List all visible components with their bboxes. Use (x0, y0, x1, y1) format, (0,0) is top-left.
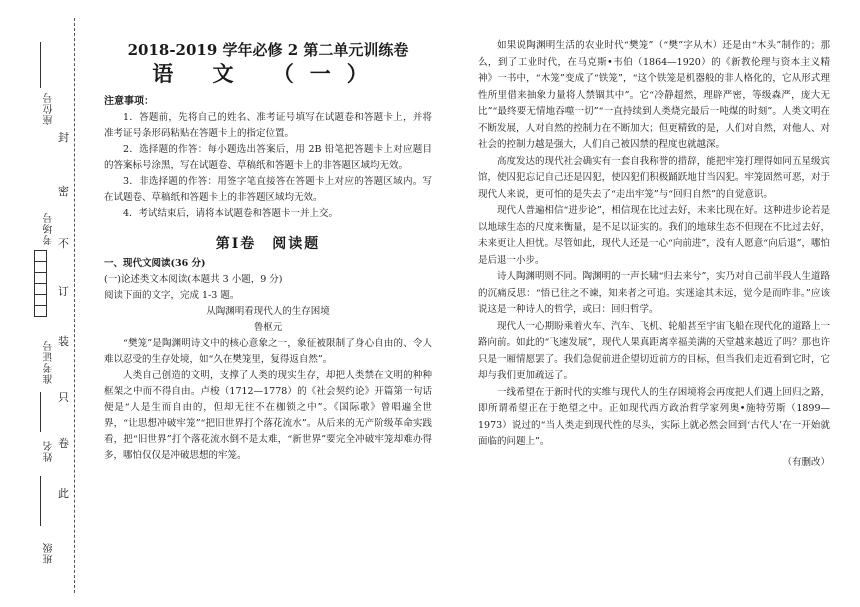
subsection-heading: (一)论述类文本阅读(本题共 3 小题，9 分) (104, 274, 283, 285)
part-heading: 第Ⅰ卷 阅读题 (215, 236, 321, 252)
edit-note: （有删改） (782, 456, 830, 468)
article-paragraph: 现代人一心期盼乘着火车、汽车、飞机、轮船甚至宇宙飞船在现代化的道路上一路向前。如此的“飞速发展”，现代人果真距离幸福美满的天堂越来越近了吗？那也许只是一厢情愿罢了。我们急促前进企望切近前方的目标，但当我们走近看到它时，它却与我们更加疏远了。 (478, 320, 830, 381)
binding-char: 只 (58, 391, 69, 404)
notice-item: 3．非选择题的作答：用签字笔直接答在答题卡上对应的答题区域内。写在试题卷、草稿纸和答题卡上的非答题区域均无效。 (104, 176, 432, 203)
article-author: 鲁枢元 (253, 322, 283, 333)
class-label: 班级 (44, 542, 55, 564)
left-column (104, 42, 432, 464)
article-paragraph: 如果说陶渊明生活的农业时代“樊笼”（“樊”字从木）还是由“木头”制作的；那么，到了工业时代，在马克斯•韦伯（1864—1920）的《新教伦理与资本主义精神》一书中，“木笼”变成了“铁笼”，“这个铁笼是机器般的非人格化的，它从形式理性所里借来抽象力量将人禁锢其中”。它“冷静超然，理辟严密，等级森严，庞大无比”“最终要无情地吞噬一切”“一直持续到人类烧完最后一吨煤的时刻”。人类文明在不断发展，人对自然的控制力在不断加大；但更精致的是，人们对自然，对他人、对社会的控制力越是强大，人们自己被囚禁的程度也就越深。 (478, 40, 830, 150)
seat-number-label: 座位号 (44, 92, 55, 125)
binding-char: 订 (58, 285, 69, 298)
exam-room-label: 考场号 (44, 212, 55, 245)
article-paragraph: 一线希望在于新时代的实维与现代人的生存困境将会再度把人们遇上回归之路，即所谓希望正在于绝望之中。正如现代西方政治哲学家列奥•施特劳斯（1899—1973）说过的“当人类走到现代性的尽头，实际上就必然会回到‘古代人’在一开始就面临的问题上”。 (478, 386, 830, 447)
section-heading: 一、现代文阅读(36 分) (104, 258, 206, 269)
binding-char: 装 (58, 335, 69, 348)
admission-number-line (40, 392, 41, 432)
binding-char: 此 (58, 487, 69, 500)
binding-dashed-line (74, 18, 75, 593)
binding-char: 密 (58, 185, 69, 198)
instruction: 阅读下面的文字，完成 1-3 题。 (104, 290, 240, 301)
seat-number-line (40, 42, 41, 88)
name-line (40, 476, 41, 526)
article-paragraph: 高度发达的现代社会确实有一套自我称誉的措辞，能把牢笼打理得如同五星级宾馆，使囚犯忘记自己还是囚犯，使囚犯们积极踊跃地甘当囚犯。牢笼固然可恶，对于现代人来说，更可怕的是失去了“走出牢笼”与“回归自然”的自觉意识。 (478, 155, 830, 200)
article-paragraph: 现代人普遍相信“进步论”，相信现在比过去好，未来比现在好。这种进步论若是以地球生态的尺度来衡量，是不足以证实的。我们的地球生态不但现在不比过去好，未来更让人担忧。尽管如此，现代人还是一心“向前进”，没有人愿意“向后退”，哪怕是后退一小步。 (478, 205, 830, 266)
article-paragraph: “樊笼”是陶渊明诗文中的核心意象之一，象征被限制了身心自由的、令人难以忍受的生存处境，如“久在樊笼里，复得返自然”。 (104, 338, 432, 365)
exam-title: 2018-2019 学年必修 2 第二单元训练卷 (127, 41, 409, 59)
admission-number-label: 准考证号 (44, 340, 55, 384)
binding-char: 卷 (58, 437, 69, 450)
exam-room-grid (34, 250, 47, 317)
notice-item: 4．考试结束后，请将本试题卷和答题卡一并上交。 (123, 208, 339, 219)
right-column (478, 38, 830, 471)
binding-char: 封 (58, 131, 69, 144)
notice-item: 2．选择题的作答：每小题选出答案后，用 2B 铅笔把答题卡上对应题目的答案标号涂黑，写在试题卷、草稿纸和答题卡上的非答题区域均无效。 (104, 144, 432, 171)
name-label: 姓名 (44, 440, 55, 462)
notice-item: 1．答题前，先将自己的姓名、准考证号填写在试题卷和答题卡上，并将准考证号条形码粘贴在答题卡上的指定位置。 (104, 112, 432, 139)
notice-heading: 注意事项： (104, 96, 154, 107)
article-paragraph: 人类自己创造的文明，支撑了人类的现实生存，却把人类禁在文明的种种框架之中而不得自由。卢梭（1712—1778）的《社会契约论》开篇第一句话便是“人是生而自由的，但却无往不在枷锁之中”。《国际歌》曾唱遍全世界，“让思想冲破牢笼”“把旧世界打个落花流水”。从后来的无产阶级革命实践看，把“旧世界”打个落花流水倒不是太难，“新世界”要完全冲破牢笼却难办得多，哪怕仅仅是冲破思想的牢笼。 (104, 370, 432, 461)
binding-margin (0, 0, 86, 607)
subject-title: 语 文 （一） (152, 61, 384, 86)
binding-char: 不 (58, 237, 69, 250)
article-paragraph: 诗人陶渊明则不同。陶渊明的一声长啸“归去来兮”，实乃对自己前半段人生道路的沉痛反思：“悟已往之不谏，知来者之可追。实迷途其未远，觉今是而昨非。”应该说这是一种诗人的哲学，或曰：回归哲学。 (478, 271, 830, 315)
article-title: 从陶渊明看现代人的生存困境 (206, 306, 330, 317)
